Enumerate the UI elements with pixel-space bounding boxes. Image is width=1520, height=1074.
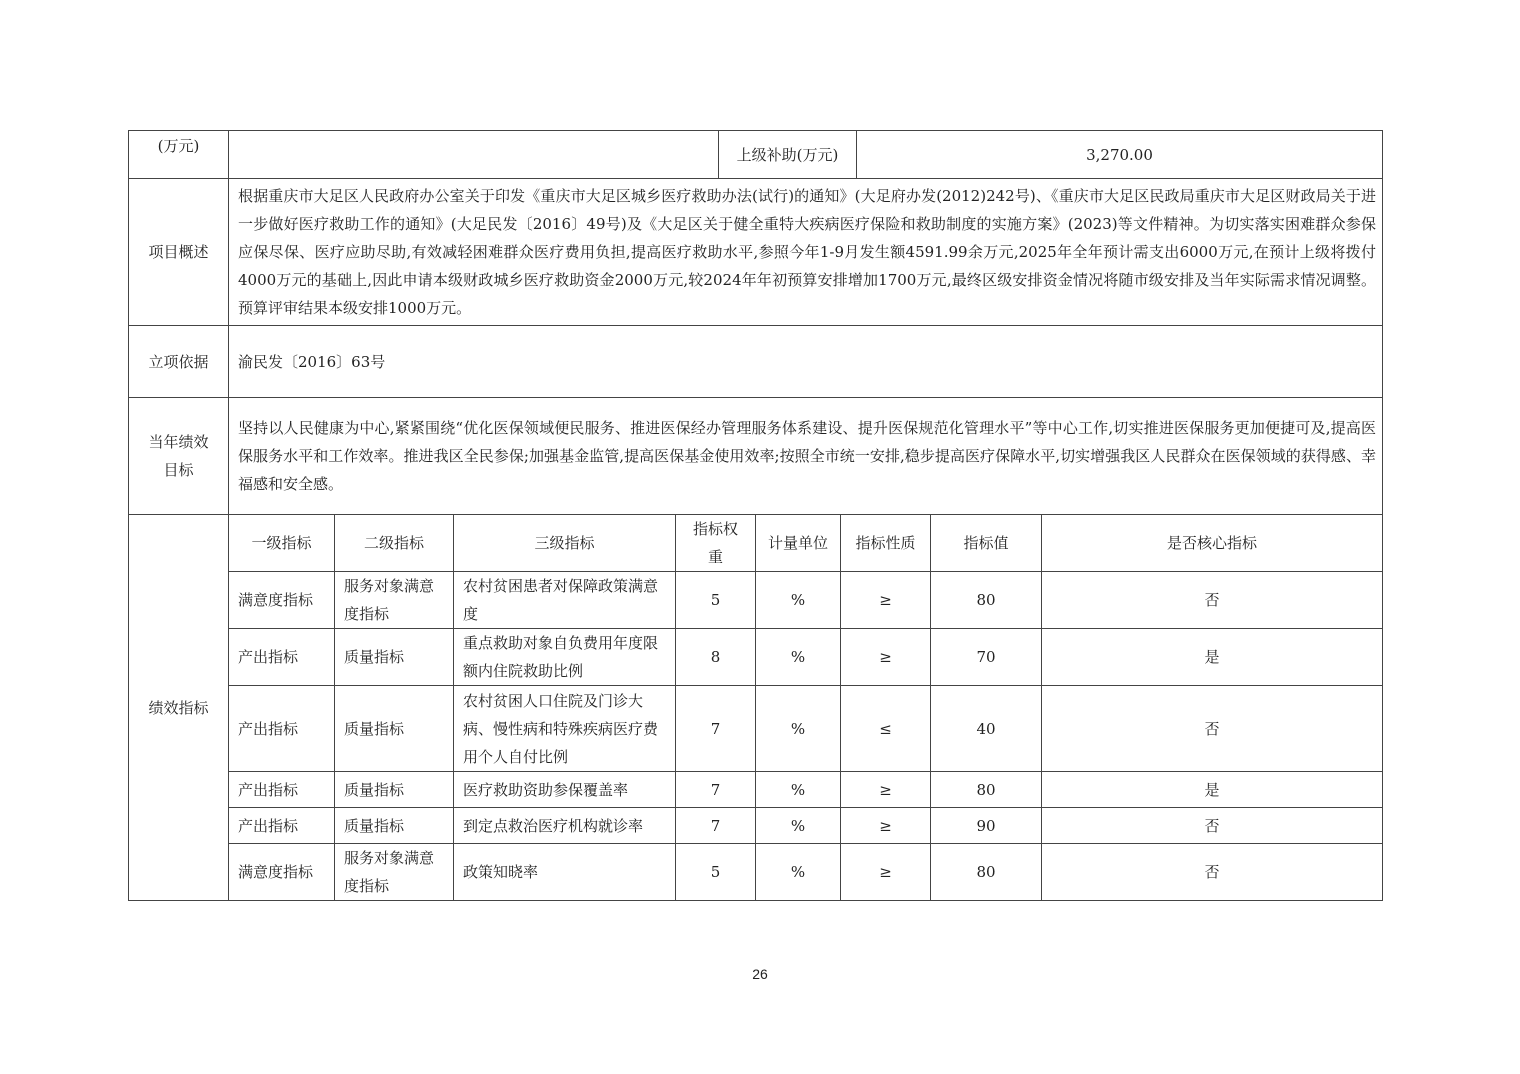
table-cell-level1: 满意度指标 <box>238 863 314 881</box>
page-number: 26 <box>752 966 768 982</box>
table-cell-weight: 8 <box>710 648 721 666</box>
table-cell-nature: ≥ <box>879 863 892 881</box>
table-header-level1: 一级指标 <box>251 534 312 552</box>
table-cell-level1: 产出指标 <box>238 780 299 799</box>
table-cell-nature: ≥ <box>879 648 892 666</box>
table-cell-core: 否 <box>1204 816 1220 835</box>
table-header-weight: 指标权重 <box>692 520 738 566</box>
table-header-level3: 三级指标 <box>534 534 595 552</box>
table-header-unit: 计量单位 <box>767 534 828 552</box>
table-cell-weight: 7 <box>710 816 721 835</box>
funds-unit-label: (万元) <box>157 137 200 155</box>
superior-subsidy-label: 上级补助(万元) <box>736 145 839 164</box>
table-cell-level1: 产出指标 <box>238 816 299 835</box>
table-cell-nature: ≥ <box>879 816 892 835</box>
table-cell-level1: 产出指标 <box>238 648 299 666</box>
table-cell-level2: 质量指标 <box>344 816 405 835</box>
table-cell-level2: 质量指标 <box>344 780 405 799</box>
table-cell-level2: 服务对象满意度指标 <box>344 577 435 623</box>
table-cell-core: 否 <box>1204 591 1220 609</box>
basis-label: 立项依据 <box>148 352 209 371</box>
indicators-label: 绩效指标 <box>148 698 209 717</box>
goal-text: 坚持以人民健康为中心,紧紧围绕“优化医保领域便民服务、推进医保经办管理服务体系建设、提升医保规范化管理水平”等中心工作,切实推进医保服务更加便捷可及,提高医保服务水平和工作效率。推进我区全民参保;加强基金监管,提高医保基金使用效率;按照全市统一安排,稳步提高医疗保障水平,切实增强我区人民群众在医保领域的获得感、幸福感和安全感。 <box>238 419 1376 493</box>
table-cell-nature: ≤ <box>879 719 892 738</box>
table-cell-level2: 服务对象满意度指标 <box>344 849 435 895</box>
table-cell-nature: ≥ <box>879 780 892 799</box>
table-cell-weight: 5 <box>710 591 721 609</box>
table-header-value: 指标值 <box>963 534 1009 552</box>
table-cell-level1: 满意度指标 <box>238 591 314 609</box>
table-cell-level2: 质量指标 <box>344 719 405 738</box>
table-cell-value: 80 <box>976 863 996 881</box>
table-cell-value: 80 <box>976 780 996 799</box>
superior-subsidy-value: 3,270.00 <box>1086 145 1153 164</box>
table-cell-value: 40 <box>976 719 996 738</box>
basis-text: 渝民发〔2016〕63号 <box>238 352 386 371</box>
table-cell-level3: 重点救助对象自负费用年度限额内住院救助比例 <box>463 634 659 680</box>
table-cell-unit: % <box>790 863 806 881</box>
table-cell-weight: 7 <box>710 780 721 799</box>
table-cell-unit: % <box>790 780 806 799</box>
table-cell-unit: % <box>790 591 806 609</box>
table-cell-level3: 农村贫困人口住院及门诊大病、慢性病和特殊疾病医疗费用个人自付比例 <box>463 691 659 766</box>
table-cell-core: 否 <box>1204 719 1220 738</box>
table-cell-level2: 质量指标 <box>344 648 405 666</box>
table-cell-core: 否 <box>1204 863 1220 881</box>
table-cell-unit: % <box>790 816 806 835</box>
table-cell-value: 80 <box>976 591 996 609</box>
table-cell-level3: 到定点救治医疗机构就诊率 <box>463 816 644 835</box>
table-cell-level1: 产出指标 <box>238 719 299 738</box>
table-cell-nature: ≥ <box>879 591 892 609</box>
table-cell-core: 是 <box>1204 648 1220 666</box>
table-header-nature: 指标性质 <box>855 534 916 552</box>
table-cell-weight: 7 <box>710 719 721 738</box>
table-cell-level3: 医疗救助资助参保覆盖率 <box>463 780 629 799</box>
table-header-level2: 二级指标 <box>363 534 424 552</box>
table-cell-unit: % <box>790 719 806 738</box>
table-cell-weight: 5 <box>710 863 721 881</box>
table-border-right <box>1382 130 1383 901</box>
table-cell-unit: % <box>790 648 806 666</box>
table-cell-value: 90 <box>976 816 996 835</box>
overview-label: 项目概述 <box>148 243 209 261</box>
table-header-core: 是否核心指标 <box>1166 534 1257 552</box>
overview-text: 根据重庆市大足区人民政府办公室关于印发《重庆市大足区城乡医疗救助办法(试行)的通知》(大足府办发(2012)242号)、《重庆市大足区民政局重庆市大足区财政局关于进一步做好医疗救助工作的通知》(大足民发〔2016〕49号)及《大足区关于健全重特大疾病医疗保险和救助制度的实施方案》(2023)等文件精神。为切实落实困难群众参保应保尽保、医疗应助尽助,有效减轻困难群众医疗费用负担,提高医疗救助水平,参照今年1-9月发生额4591.99余万元,2025年全年预计需支出6000万元,在预计上级将拨付4000万元的基础上,因此申请本级财政城乡医疗救助资金2000万元,较2024年年初预算安排增加1700万元,最终区级安排资金情况将随市级安排及当年实际需求情况调整。预算评审结果本级安排1000万元。 <box>238 187 1376 317</box>
table-cell-level3: 农村贫困患者对保障政策满意度 <box>463 577 659 623</box>
goal-label: 当年绩效目标 <box>148 433 209 479</box>
table-cell-core: 是 <box>1204 780 1220 799</box>
table-cell-level3: 政策知晓率 <box>463 863 539 881</box>
table-cell-value: 70 <box>976 648 996 666</box>
